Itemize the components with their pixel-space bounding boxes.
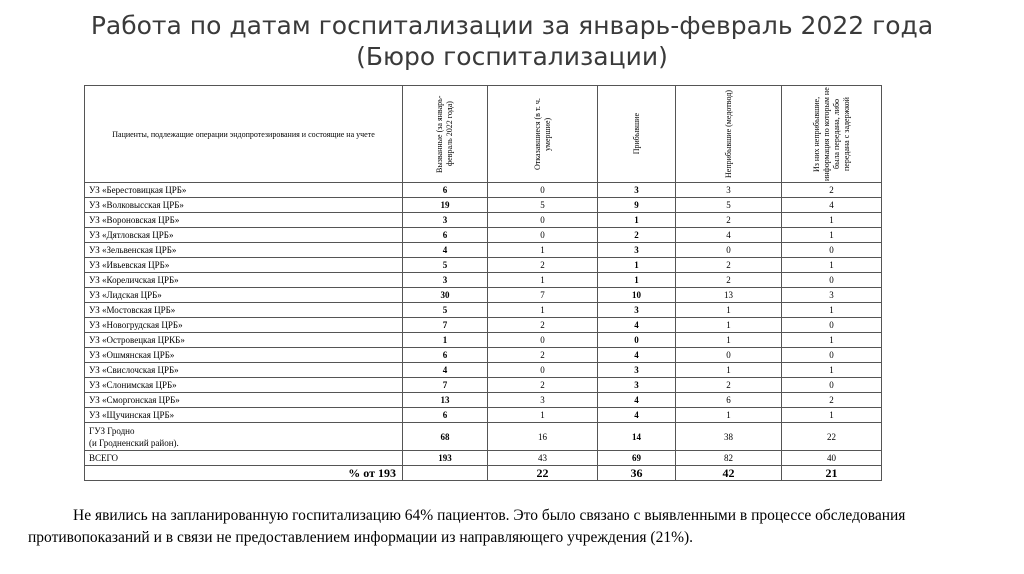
table-row [85, 408, 882, 423]
cell-delayed: 3 [782, 288, 882, 303]
cell-delayed: 1 [782, 228, 882, 243]
cell-refused: 22 [488, 466, 598, 481]
cell-not-arrived: 2 [676, 273, 782, 288]
table-row [85, 243, 882, 258]
cell-refused: 0 [488, 363, 598, 378]
cell-arrived: 4 [598, 348, 676, 363]
cell-arrived: 2 [598, 228, 676, 243]
cell-institution: УЗ «Свислочская ЦРБ» [85, 363, 403, 378]
table-row [85, 228, 882, 243]
title-line-2: (Бюро госпитализации) [356, 42, 668, 71]
cell-refused: 2 [488, 378, 598, 393]
table-row [85, 393, 882, 408]
table-row [85, 273, 882, 288]
header-called [403, 86, 488, 183]
hospitalization-table [84, 85, 882, 481]
summary-note: Не явились на запланированную госпитализацию 64% пациентов. Это было связано с выявленными в процессе обследования противопоказаний и в связи не предоставлением информации из направляющего учреждения (21%). [28, 507, 906, 546]
cell-arrived: 69 [598, 451, 676, 466]
cell-arrived: 3 [598, 363, 676, 378]
cell-called: 3 [403, 213, 488, 228]
cell-institution: УЗ «Новогрудская ЦРБ» [85, 318, 403, 333]
cell-called [403, 466, 488, 481]
cell-not-arrived: 2 [676, 258, 782, 273]
cell-not-arrived: 82 [676, 451, 782, 466]
table-row [85, 258, 882, 273]
cell-refused: 5 [488, 198, 598, 213]
cell-not-arrived: 1 [676, 363, 782, 378]
cell-called: 4 [403, 363, 488, 378]
cell-not-arrived: 1 [676, 303, 782, 318]
cell-called: 6 [403, 408, 488, 423]
cell-delayed: 1 [782, 408, 882, 423]
header-delayed [782, 86, 882, 183]
cell-not-arrived: 4 [676, 228, 782, 243]
cell-institution: УЗ «Мостовская ЦРБ» [85, 303, 403, 318]
cell-institution: ВСЕГО [85, 451, 403, 466]
table-row [85, 198, 882, 213]
cell-delayed: 1 [782, 213, 882, 228]
table-row [85, 288, 882, 303]
cell-arrived: 4 [598, 318, 676, 333]
cell-refused: 7 [488, 288, 598, 303]
cell-not-arrived: 13 [676, 288, 782, 303]
cell-institution: УЗ «Ивьевская ЦРБ» [85, 258, 403, 273]
cell-institution: УЗ «Щучинская ЦРБ» [85, 408, 403, 423]
cell-institution: УЗ «Слонимская ЦРБ» [85, 378, 403, 393]
header-refused-text: Отказавшиеся (в т. ч. умершие) [532, 98, 552, 170]
cell-delayed: 0 [782, 348, 882, 363]
cell-arrived: 1 [598, 273, 676, 288]
cell-delayed: 0 [782, 273, 882, 288]
cell-called: 3 [403, 273, 488, 288]
cell-not-arrived: 0 [676, 348, 782, 363]
header-patients: Пациенты, подлежащие операции эндопротезирования и состоящие на учете [85, 86, 403, 183]
cell-institution: УЗ «Сморгонская ЦРБ» [85, 393, 403, 408]
cell-refused: 2 [488, 318, 598, 333]
table-row [85, 363, 882, 378]
cell-called: 5 [403, 258, 488, 273]
cell-delayed: 2 [782, 183, 882, 198]
cell-delayed: 22 [782, 423, 882, 451]
cell-delayed: 1 [782, 333, 882, 348]
cell-institution: УЗ «Дятловская ЦРБ» [85, 228, 403, 243]
header-called-text: Вызванные (за январь-февраль 2022 года) [435, 95, 454, 173]
cell-refused: 3 [488, 393, 598, 408]
cell-called: 30 [403, 288, 488, 303]
cell-refused: 1 [488, 408, 598, 423]
cell-refused: 1 [488, 243, 598, 258]
table-row-percent [85, 466, 882, 481]
header-refused [488, 86, 598, 183]
cell-refused: 2 [488, 258, 598, 273]
cell-delayed: 40 [782, 451, 882, 466]
cell-arrived: 4 [598, 408, 676, 423]
header-arrived-text: Прибывшие [631, 113, 641, 155]
cell-arrived: 10 [598, 288, 676, 303]
cell-called: 19 [403, 198, 488, 213]
cell-not-arrived: 1 [676, 318, 782, 333]
cell-not-arrived: 6 [676, 393, 782, 408]
title-line-1: Работа по датам госпитализации за январь-февраль 2022 года [90, 11, 934, 40]
grodno-name-line-1: ГУЗ Гродно [89, 425, 135, 436]
cell-delayed: 0 [782, 378, 882, 393]
cell-arrived: 3 [598, 243, 676, 258]
cell-arrived: 4 [598, 393, 676, 408]
cell-refused: 16 [488, 423, 598, 451]
cell-called: 13 [403, 393, 488, 408]
cell-called: 7 [403, 378, 488, 393]
cell-not-arrived: 38 [676, 423, 782, 451]
cell-not-arrived: 42 [676, 466, 782, 481]
cell-refused: 0 [488, 213, 598, 228]
table-row [85, 213, 882, 228]
cell-delayed: 4 [782, 198, 882, 213]
cell-called: 7 [403, 318, 488, 333]
percent-label: % от 193 [85, 466, 403, 481]
table-row [85, 303, 882, 318]
cell-arrived: 9 [598, 198, 676, 213]
cell-institution [85, 423, 403, 451]
header-delayed-text: Из них неприбывшие, информация по которым не была передана, либо передана с задержкой [811, 87, 851, 181]
cell-not-arrived: 2 [676, 213, 782, 228]
cell-institution: УЗ «Берестовицкая ЦРБ» [85, 183, 403, 198]
cell-arrived: 1 [598, 213, 676, 228]
cell-called: 6 [403, 348, 488, 363]
cell-refused: 1 [488, 303, 598, 318]
cell-not-arrived: 0 [676, 243, 782, 258]
cell-refused: 43 [488, 451, 598, 466]
cell-institution: УЗ «Вороновская ЦРБ» [85, 213, 403, 228]
cell-delayed: 0 [782, 243, 882, 258]
table-row [85, 318, 882, 333]
cell-delayed: 1 [782, 303, 882, 318]
header-not-arrived-text: Неприбывшие (медотвод) [723, 90, 733, 178]
cell-not-arrived: 5 [676, 198, 782, 213]
cell-called: 68 [403, 423, 488, 451]
cell-not-arrived: 2 [676, 378, 782, 393]
cell-delayed: 1 [782, 363, 882, 378]
grodno-name-line-2: (и Гродненский район). [89, 437, 179, 448]
cell-called: 5 [403, 303, 488, 318]
table-row [85, 348, 882, 363]
cell-delayed: 2 [782, 393, 882, 408]
cell-delayed: 21 [782, 466, 882, 481]
cell-called: 193 [403, 451, 488, 466]
cell-refused: 0 [488, 333, 598, 348]
table-header-row [85, 86, 882, 183]
cell-institution: УЗ «Волковысская ЦРБ» [85, 198, 403, 213]
cell-arrived: 1 [598, 258, 676, 273]
cell-institution: УЗ «Островецкая ЦРКБ» [85, 333, 403, 348]
cell-arrived: 3 [598, 183, 676, 198]
page-title [0, 10, 1024, 72]
header-not-arrived [676, 86, 782, 183]
cell-called: 6 [403, 183, 488, 198]
cell-arrived: 0 [598, 333, 676, 348]
cell-refused: 0 [488, 183, 598, 198]
cell-institution: УЗ «Зельвенская ЦРБ» [85, 243, 403, 258]
cell-called: 4 [403, 243, 488, 258]
cell-not-arrived: 3 [676, 183, 782, 198]
table-row [85, 183, 882, 198]
cell-called: 1 [403, 333, 488, 348]
table-row [85, 378, 882, 393]
cell-called: 6 [403, 228, 488, 243]
cell-arrived: 14 [598, 423, 676, 451]
table-row-grodno [85, 423, 882, 451]
cell-refused: 0 [488, 228, 598, 243]
cell-arrived: 3 [598, 303, 676, 318]
header-arrived [598, 86, 676, 183]
cell-refused: 1 [488, 273, 598, 288]
cell-delayed: 0 [782, 318, 882, 333]
cell-delayed: 1 [782, 258, 882, 273]
cell-arrived: 36 [598, 466, 676, 481]
cell-institution: УЗ «Лидская ЦРБ» [85, 288, 403, 303]
cell-not-arrived: 1 [676, 408, 782, 423]
table-row-total [85, 451, 882, 466]
cell-institution: УЗ «Ошмянская ЦРБ» [85, 348, 403, 363]
cell-institution: УЗ «Кореличская ЦРБ» [85, 273, 403, 288]
cell-not-arrived: 1 [676, 333, 782, 348]
table-row [85, 333, 882, 348]
cell-arrived: 3 [598, 378, 676, 393]
cell-refused: 2 [488, 348, 598, 363]
